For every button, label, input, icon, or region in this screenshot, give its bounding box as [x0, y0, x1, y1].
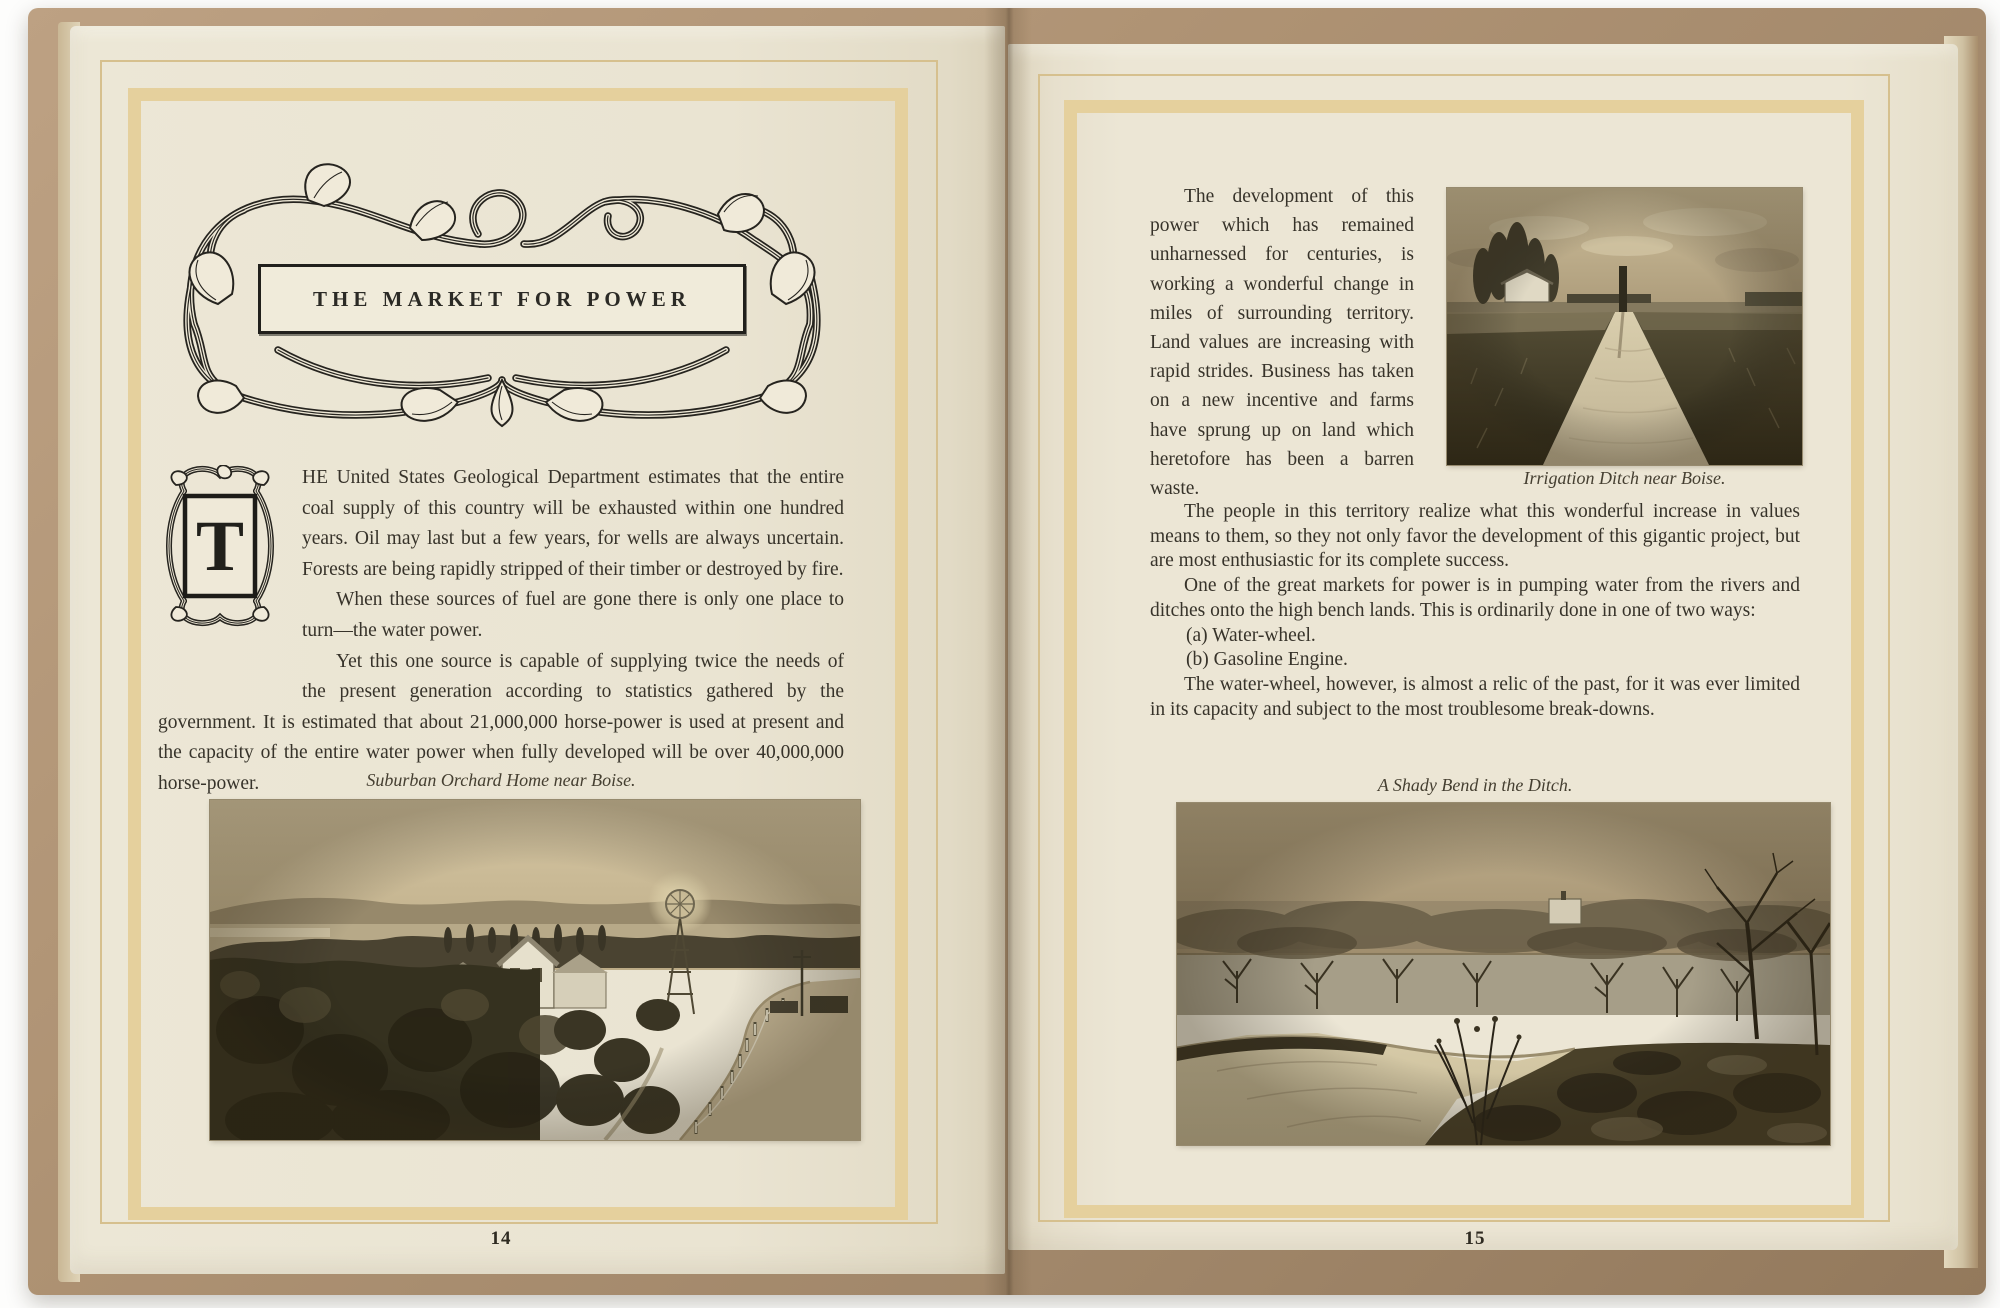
body-paragraph: HE United States Geological Department estimates that the entire coal supply of this country will be exhausted within one hundred years. Oil may last but a few years, for wells are always uncertain. Forests are being rapidly stripped of their timber or destroyed by fire.	[302, 467, 844, 580]
left-body-text	[158, 463, 844, 800]
list-item: (a) Water-wheel.	[1186, 624, 1316, 646]
drop-cap-letter: T	[195, 505, 245, 586]
right-body-text	[1150, 500, 1800, 722]
photo-caption: Irrigation Ditch near Boise.	[1523, 468, 1726, 488]
photo-shady-bend	[1177, 803, 1830, 1145]
chapter-title: THE MARKET FOR POWER	[313, 286, 691, 311]
body-paragraph: Yet this one source is capable of supplying twice the needs of the present generation according to statistics gathered by the government. It is estimated that about 21,000,000 horse-power is used at present and the capacity of the entire water power when fully developed will be over 40,000,000 horse-power.	[158, 650, 844, 794]
right-page	[1008, 44, 1958, 1250]
list-item: (b) Gasoline Engine.	[1186, 649, 1348, 671]
photo-irrigation-ditch	[1447, 188, 1802, 465]
photo-caption: A Shady Bend in the Ditch.	[1377, 775, 1573, 795]
book-gutter-shadow	[984, 8, 1032, 1295]
drop-cap-ornament	[158, 465, 284, 707]
photo-caption: Suburban Orchard Home near Boise.	[366, 770, 636, 790]
left-page	[70, 26, 1005, 1274]
header-ornament	[158, 154, 846, 432]
body-paragraph: The people in this territory realize what this wonderful increase in values means to them, so they not only favor the development of this gigantic project, but are most enthusiastic for its complete success.	[1150, 501, 1800, 572]
photo-suburban-orchard-home	[210, 800, 860, 1140]
body-paragraph: When these sources of fuel are gone there is only one place to turn—the water power.	[302, 589, 844, 641]
body-paragraph: One of the great markets for power is in pumping water from the rivers and ditches onto the high bench lands. This is ordinarily done in one of two ways:	[1150, 575, 1800, 621]
intro-paragraph: The development of this power which has remained unharnessed for centuries, is working a wonderful change in miles of surrounding territory. Land values are increasing with rapid strides. Business has taken on a new incentive and farms have sprung up on land which heretofore has been a barren waste.	[1150, 186, 1414, 500]
page-number-right: 15	[1464, 1228, 1486, 1249]
page-number-left: 14	[490, 1228, 512, 1249]
title-banner	[258, 264, 746, 334]
body-paragraph: The water-wheel, however, is almost a relic of the past, for it was ever limited in its capacity and subject to the most troublesome break-downs.	[1150, 673, 1800, 720]
